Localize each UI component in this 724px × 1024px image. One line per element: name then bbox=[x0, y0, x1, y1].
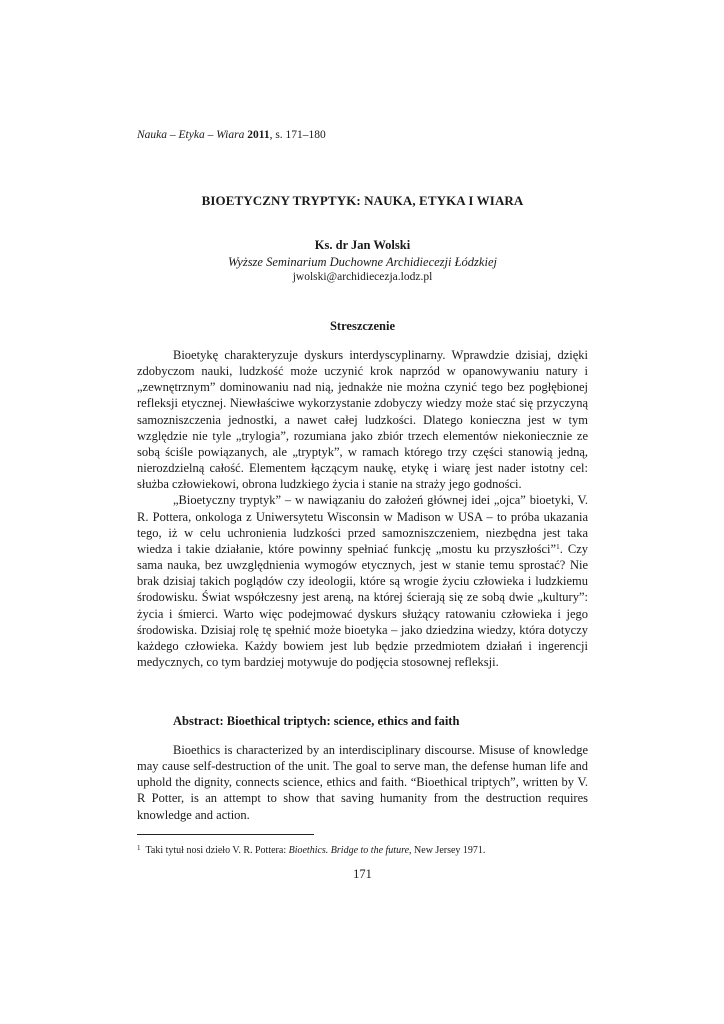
journal-year: 2011 bbox=[247, 129, 270, 141]
author-affiliation: Wyższe Seminarium Duchowne Archidiecezji Łódzkiej bbox=[228, 255, 497, 269]
footnote-reference[interactable]: 1 bbox=[556, 541, 560, 551]
summary-paragraph-1: Bioetykę charakteryzuje dyskurs interdyscyplinarny. Wprawdzie dzisiaj, dzięki zdobyczom nauki, ludzkość może uczynić krok naprzód w opanowywaniu natury i „zewnętrznym” dominowaniu nad nią, jednakże nie można czynić tego bez pogłębionej refleksji etycznej. Niewłaściwe wykorzystanie zdobyczy wiedzy może stać się przyczyną samozniszczenia jednostki, a nawet całej ludzkości. Dlatego konieczna jest w tym względzie nie tyle „trylogia”, rozumiana jako zbiór trzech elementów niekoniecznie ze sobą ściśle powiązanych, ale „tryptyk”, w ramach którego trzy części stanowią jedną, nierozdzielną całość. Elementem łączącym naukę, etykę i wiarę jest nader istotny cel: służba człowiekowi, obrona ludzkiego życia i stanie na straży jego godności. bbox=[137, 348, 588, 492]
footnote bbox=[137, 842, 588, 857]
journal-pages: , s. 171–180 bbox=[269, 129, 326, 141]
author-email: jwolski@archidiecezja.lodz.pl bbox=[292, 271, 433, 283]
summary-heading: Streszczenie bbox=[329, 319, 395, 333]
journal-citation bbox=[137, 128, 326, 142]
summary-body bbox=[137, 347, 588, 670]
page-number: 171 bbox=[353, 867, 372, 881]
footnote-text-end: , New Jersey 1971. bbox=[409, 845, 486, 856]
abstract-paragraph: Bioethics is characterized by an interdisciplinary discourse. Misuse of knowledge may cause self-destruction of the unit. The goal to serve man, the defense human life and uphold the dignity, connects science, ethics and faith. “Bioethical triptych”, written by V. R Potter, is an attempt to show that saving humanity from the destruction requires knowledge and action. bbox=[137, 743, 588, 822]
footnote-book-title: Bioethics. Bridge to the future bbox=[288, 845, 410, 856]
summary-paragraph-2-end: . Czy sama nauka, bez uwzględnienia wymogów etycznych, jest w stanie temu sprostać? Nie brak dzisiaj takich poglądów czy ideologii, które są wrogie życiu człowieka i ludzkiemu środowisku. Świat współczesny jest areną, na której ścierają się ze sobą dwie „kultury”: życia i śmierci. Warto więc podejmować dyskurs służący ratowaniu człowieka i jego środowiska. Dzisiaj rolę tę spełnić może bioetyka – jako dziedzina wiedzy, która dotyczy każdego człowieka. Każdy bowiem jest lub będzie przedmiotem działań i ingerencji medycznych, co tym bardziej motywuje do podjęcia stosownej refleksji. bbox=[137, 541, 588, 669]
abstract-body bbox=[137, 742, 588, 823]
footnote-text-start: Taki tytuł nosi dzieło V. R. Pottera: bbox=[145, 845, 289, 856]
abstract-heading: Abstract: Bioethical triptych: science, ethics and faith bbox=[173, 714, 460, 728]
paper-page bbox=[137, 0, 588, 1024]
article-title: BIOETYCZNY TRYPTYK: NAUKA, ETYKA I WIARA bbox=[201, 193, 524, 208]
journal-name: Nauka – Etyka – Wiara bbox=[137, 129, 245, 141]
footnote-divider bbox=[137, 834, 314, 835]
article-author: Ks. dr Jan Wolski bbox=[314, 238, 411, 252]
summary-paragraph-2 bbox=[137, 492, 588, 670]
summary-paragraph-2-start: „Bioetyczny tryptyk” – w nawiązaniu do założeń głównej idei „ojca” bioetyki, V. R. Pottera, onkologa z Uniwersytetu Wisconsin w Madison w USA – to próba ukazania tego, iż w celu uchronienia ludzkości przed samozniszczeniem, niezbędna jest taka wiedza i takie działanie, które powinny spełniać funkcję „mostu ku przyszłości” bbox=[137, 493, 588, 556]
footnote-number: 1 bbox=[137, 844, 141, 852]
